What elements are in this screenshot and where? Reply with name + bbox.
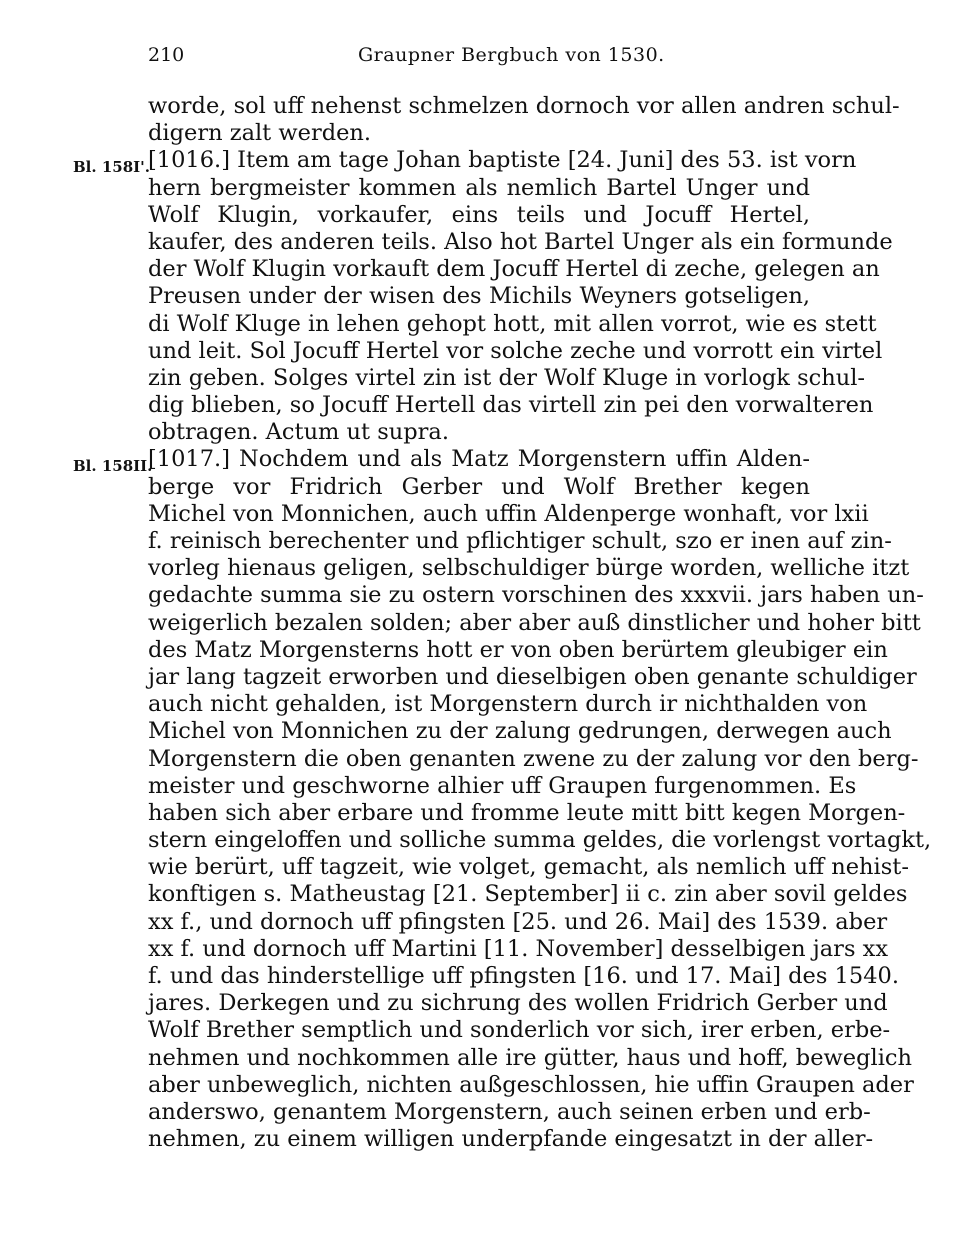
text-line: Wolf Klugin, vorkaufer, eins teils und Jocuff Hertel,: [148, 201, 810, 228]
text-line: Preusen under der wisen des Michils Weyners gotseligen,: [148, 283, 810, 310]
text-line: der Wolf Klugin vorkauft dem Jocuff Hertel di zeche, gelegen an: [148, 256, 880, 283]
text-line: digern zalt werden.: [148, 120, 372, 147]
text-line: und leit. Sol Jocuff Hertel vor solche zeche und vorrott ein virtel: [148, 337, 883, 364]
text-line: obtragen. Actum ut supra.: [148, 419, 449, 446]
text-line: xx f., und dornoch uff pfingsten [25. und 26. Mai] des 1539. aber: [148, 908, 888, 935]
text-line: des Matz Morgensterns hott er von oben berürtem gleubiger ein: [148, 636, 888, 663]
text-line: berge vor Fridrich Gerber und Wolf Brether kegen: [148, 473, 810, 500]
text-line: stern eingeloffen und solliche summa geldes, die vorlengst vortagkt,: [148, 827, 932, 854]
text-line: nehmen, zu einem willigen underpfande eingesatzt in der aller-: [148, 1126, 874, 1153]
text-line: haben sich aber erbare und fromme leute mitt bitt kegen Morgen-: [148, 799, 906, 826]
text-line: f. reinisch berechenter und pflichtiger schult, szo er inen auf zin-: [148, 528, 892, 554]
text-line: Wolf Brether semptlich und sonderlich vor sich, irer erben, erbe-: [148, 1017, 891, 1044]
text-line: [1017.] Nochdem und als Matz Morgenstern uffin Alden-: [148, 446, 810, 473]
text-line: xx f. und dornoch uff Martini [11. November] desselbigen jars xx: [148, 935, 889, 962]
margin-note-folio: Bl. 158I'.: [73, 158, 150, 176]
text-line: zin geben. Solges virtel zin ist der Wolf Kluge in vorlogk schul-: [148, 364, 866, 391]
text-line: auch nicht gehalden, ist Morgenstern durch ir nichthalden von: [148, 691, 868, 718]
text-line: dig blieben, so Jocuff Hertell das virtell zin pei den vorwalteren: [148, 392, 874, 419]
text-line: konftigen s. Matheustag [21. September] ii c. zin aber sovil geldes: [148, 881, 908, 908]
text-line: di Wolf Kluge in lehen gehopt hott, mit allen vorrot, wie es stett: [148, 310, 877, 337]
text-line: weigerlich bezalen solden; aber aber auß dinstlicher und hoher bitt: [148, 609, 921, 636]
text-line: meister und geschworne alhier uff Graupen furgenommen. Es: [148, 772, 857, 799]
page-number: 210: [148, 44, 185, 66]
text-line: aber unbeweglich, nichten außgeschlossen, hie uffin Graupen ader: [148, 1071, 914, 1098]
text-line: Morgenstern die oben genanten zwene zu der zalung vor den berg-: [148, 745, 919, 772]
page-header: [148, 44, 810, 72]
running-title: Graupner Bergbuch von 1530.: [358, 44, 665, 66]
body-text: [148, 93, 932, 1153]
text-line: worde, sol uff nehenst schmelzen dornoch vor allen andren schul-: [148, 93, 900, 119]
text-line: kaufer, des anderen teils. Also hot Bartel Unger als ein formunde: [148, 228, 893, 255]
text-line: hern bergmeister kommen als nemlich Bartel Unger und: [148, 174, 810, 201]
text-line: gedachte summa sie zu ostern vorschinen des xxxvii. jars haben un-: [148, 582, 924, 609]
text-line: jar lang tagzeit erworben und dieselbigen oben genante schuldiger: [148, 663, 917, 690]
text-line: Michel von Monnichen, auch uffin Aldenperge wonhaft, vor lxii: [148, 500, 869, 527]
text-line: f. und das hinderstellige uff pfingsten [16. und 17. Mai] des 1540.: [148, 963, 899, 989]
text-line: Michel von Monnichen zu der zalung gedrungen, derwegen auch: [148, 718, 892, 745]
text-line: anderswo, genantem Morgenstern, auch seinen erben und erb-: [148, 1098, 871, 1125]
text-line: wie berürt, uff tagzeit, wie volget, gemacht, als nemlich uff nehist-: [148, 854, 909, 881]
text-line: [1016.] Item am tage Johan baptiste [24. Juni] des 53. ist vorn: [148, 147, 857, 174]
text-line: nehmen und nochkommen alle ire gütter, haus und hoff, beweglich: [148, 1044, 912, 1071]
text-line: jares. Derkegen und zu sichrung des wollen Fridrich Gerber und: [148, 990, 888, 1017]
margin-note-folio: Bl. 158II.: [73, 457, 153, 475]
text-line: vorleg hienaus geligen, selbschuldiger bürge worden, welliche itzt: [148, 555, 910, 582]
